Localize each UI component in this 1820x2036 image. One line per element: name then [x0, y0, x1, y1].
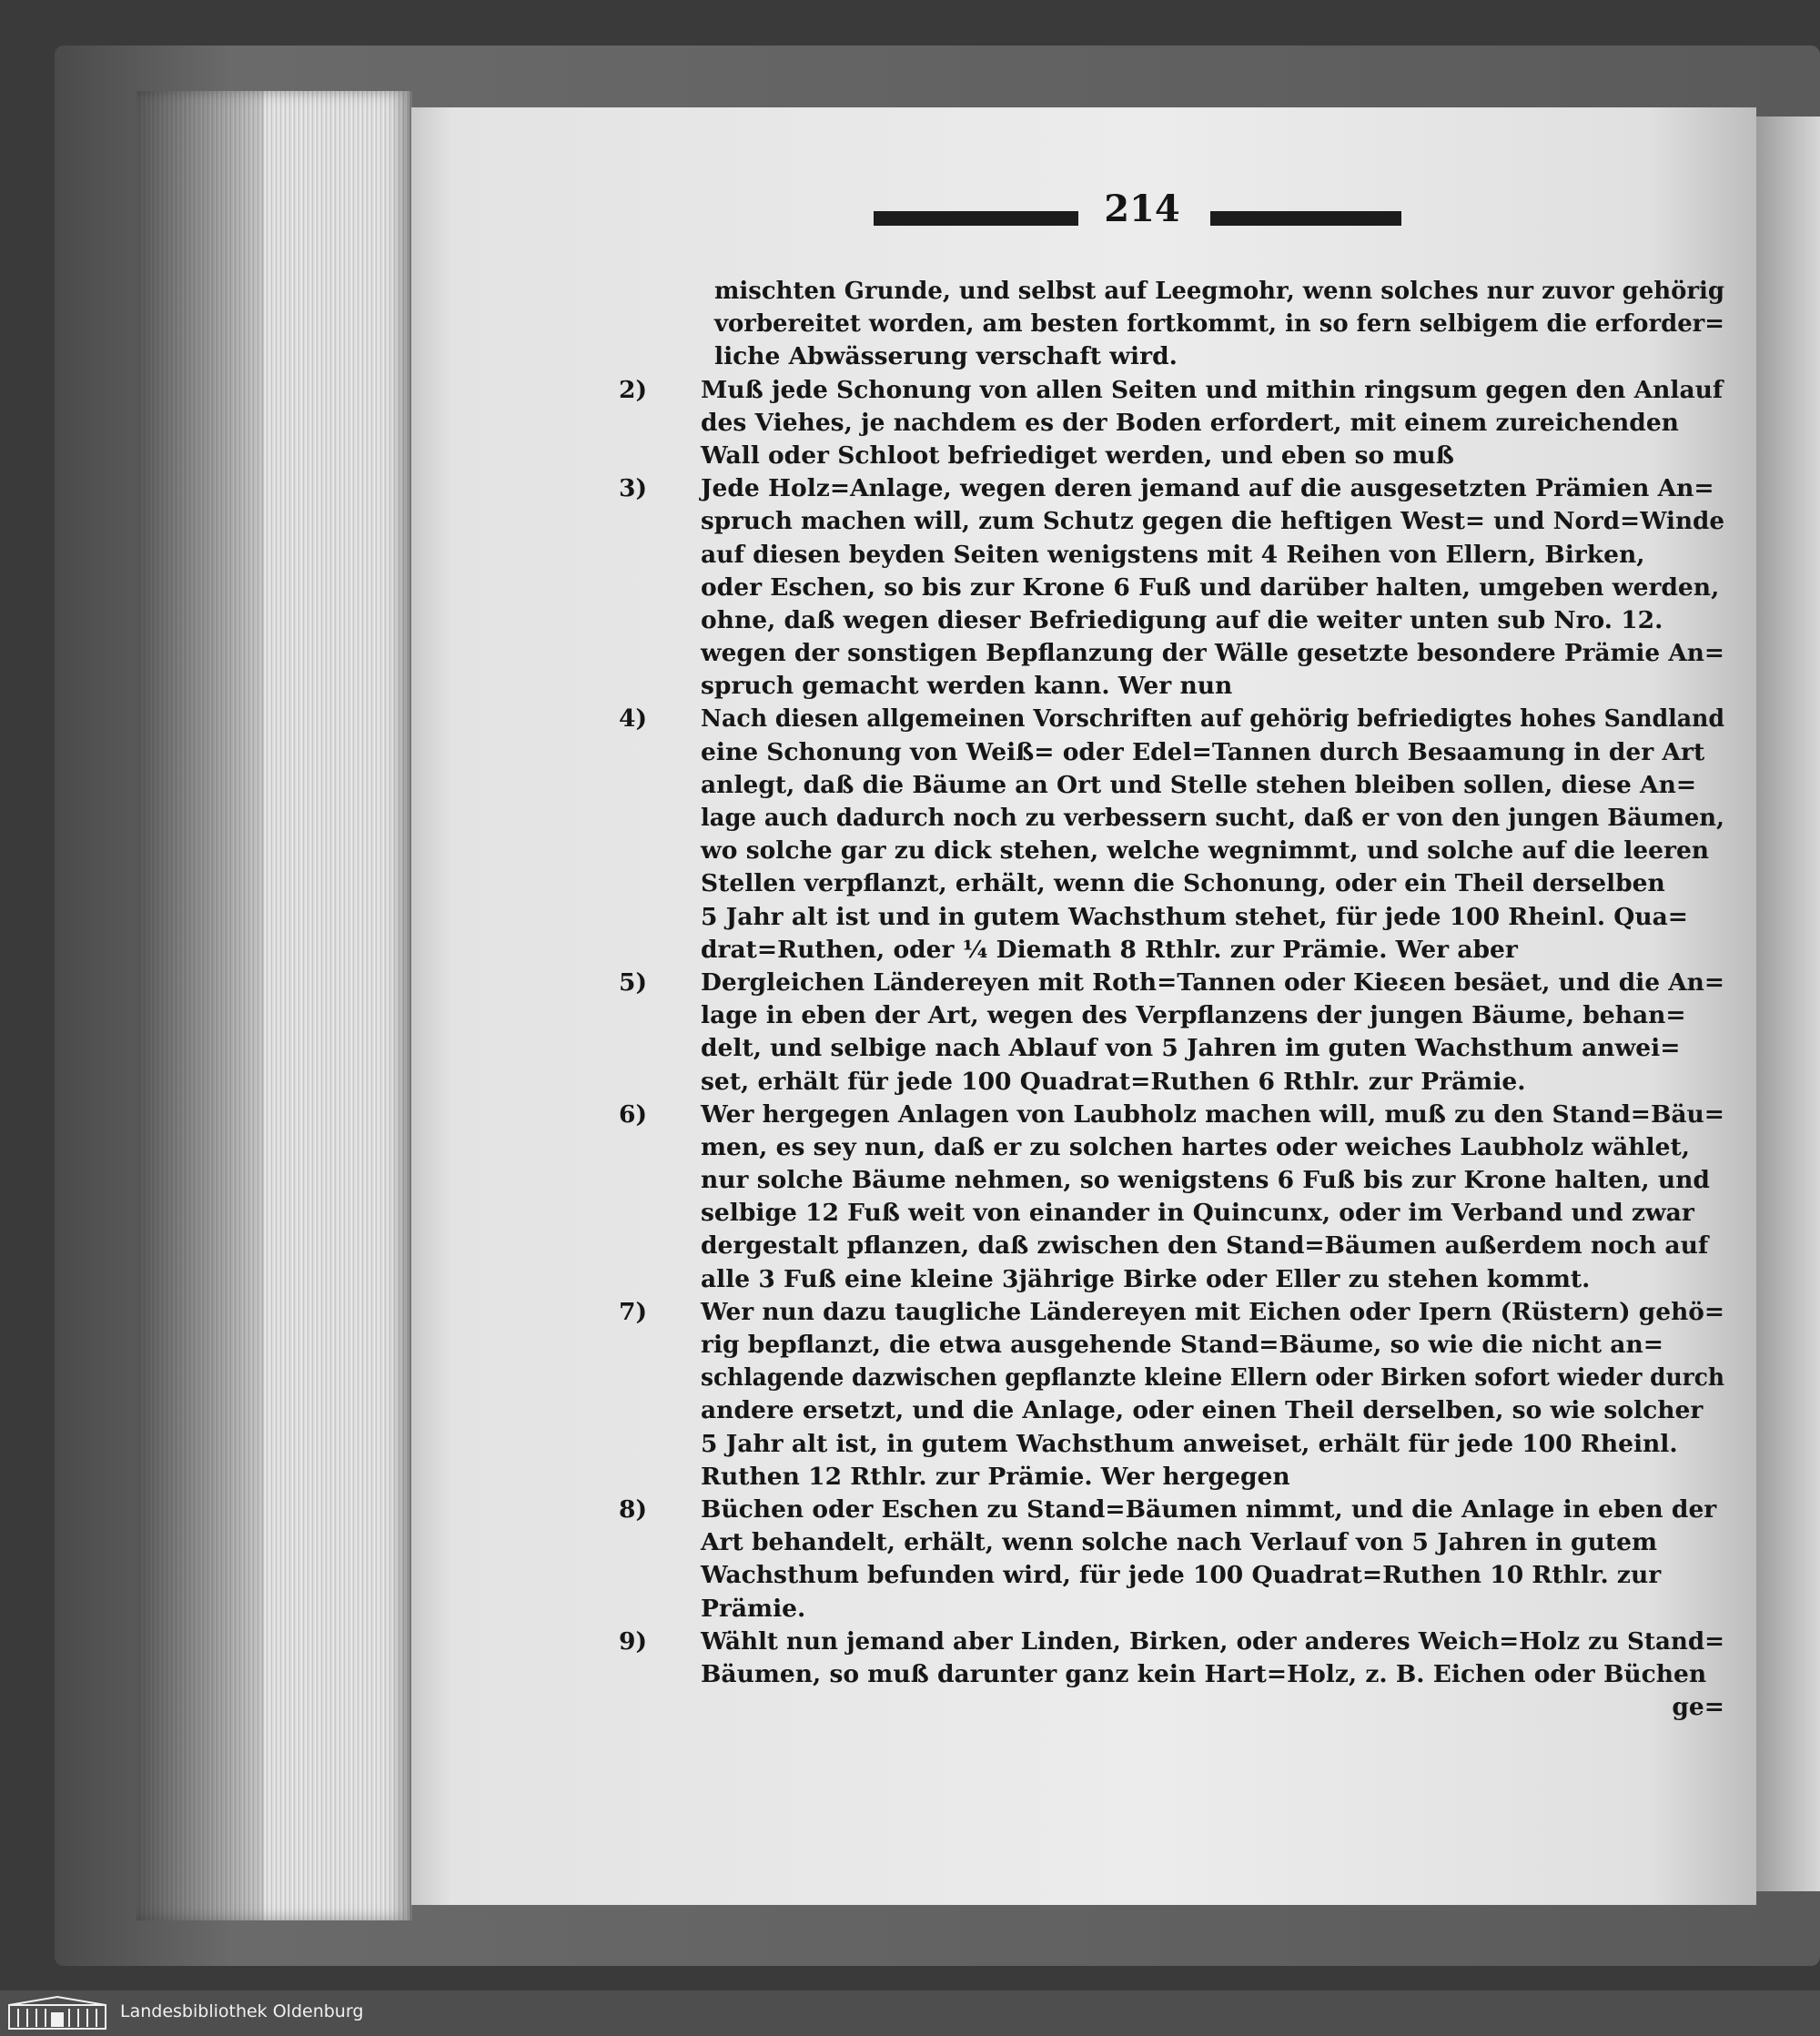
- item-number: 5): [619, 967, 647, 997]
- list-item: [619, 374, 1734, 473]
- text-line: rig bepflanzt, die etwa ausgehende Stand=Bäume, so wie die nicht an=: [701, 1331, 1663, 1359]
- list-item: [619, 1626, 1734, 1691]
- text-line: schlagende dazwischen gepflanzte kleine Ellern oder Birken sofort wieder durch: [701, 1363, 1724, 1393]
- text-line: Stellen verpflanzt, erhält, wenn die Schonung, oder ein Theil derselben: [701, 869, 1665, 898]
- text-line: Muß jede Schonung von allen Seiten und mithin ringsum gegen den Anlauf: [701, 375, 1724, 404]
- text-line: Jede Holz=Anlage, wegen deren jemand auf die ausgesetzten Prämien An=: [701, 474, 1714, 503]
- item-number: 3): [619, 474, 647, 503]
- text-line: selbige 12 Fuß weit von einander in Quincunx, oder im Verband und zwar: [701, 1199, 1694, 1228]
- text-line: 5 Jahr alt ist und in gutem Wachsthum stehet, für jede 100 Rheinl. Qua=: [701, 902, 1689, 931]
- item-number: 4): [619, 704, 647, 734]
- text-line: Wer nun dazu taugliche Ländereyen mit Eichen oder Ipern (Rüstern) gehö=: [701, 1297, 1724, 1326]
- text-line: vorbereitet worden, am besten fortkommt, in so fern selbigem die erforder=: [714, 309, 1724, 339]
- list-item: [619, 1296, 1734, 1494]
- header-rule-left: [874, 211, 1078, 226]
- library-building-icon: [7, 1996, 107, 2031]
- text-line: ohne, daß wegen dieser Befriedigung auf die weiter unten sub Nro. 12.: [701, 605, 1663, 634]
- library-name: Landesbibliothek Oldenburg: [120, 2001, 364, 2021]
- text-line: alle 3 Fuß eine kleine 3jährige Birke oder Eller zu stehen kommt.: [701, 1264, 1591, 1293]
- text-line: Wall oder Schloot befriediget werden, und eben so muß: [701, 441, 1454, 470]
- text-line: lage auch dadurch noch zu verbessern sucht, daß er von den jungen Bäumen,: [701, 804, 1724, 832]
- text-line: delt, und selbige nach Ablauf von 5 Jahren im guten Wachsthum anwei=: [701, 1034, 1681, 1063]
- page-number: 214: [1104, 187, 1180, 230]
- text-line: lage in eben der Art, wegen des Verpflanzens der jungen Bäume, behan=: [701, 1001, 1686, 1030]
- text-line: des Viehes, je nachdem es der Boden erfordert, mit einem zureichenden: [701, 408, 1679, 437]
- numbered-items: [619, 374, 1734, 1692]
- footer-bar: [0, 1990, 1820, 2036]
- page-edges-shadow: [136, 91, 264, 1920]
- page-header: [874, 187, 1438, 238]
- text-line: Wer hergegen Anlagen von Laubholz machen will, muß zu den Stand=Bäu=: [701, 1099, 1724, 1129]
- list-item: [619, 703, 1734, 967]
- facing-page-edge: [1754, 116, 1820, 1891]
- text-line: Ruthen 12 Rthlr. zur Prämie. Wer hergegen: [701, 1462, 1290, 1491]
- text-line: eine Schonung von Weiß= oder Edel=Tannen durch Besaamung in der Art: [701, 737, 1705, 766]
- text-line: spruch machen will, zum Schutz gegen die heftigen West= und Nord=Winde: [701, 507, 1724, 536]
- item-number: 2): [619, 375, 647, 404]
- text-line: set, erhält für jede 100 Quadrat=Ruthen 6 Rthlr. zur Prämie.: [701, 1067, 1526, 1096]
- text-line: anlegt, daß die Bäume an Ort und Stelle stehen bleiben sollen, diese An=: [701, 770, 1697, 799]
- item-number: 9): [619, 1626, 647, 1656]
- text-line: andere ersetzt, und die Anlage, oder einen Theil derselben, so wie solcher: [701, 1396, 1704, 1425]
- text-line: 5 Jahr alt ist, in gutem Wachsthum anweiset, erhält für jede 100 Rheinl.: [701, 1429, 1678, 1458]
- list-item: [619, 1099, 1734, 1296]
- item-number: 8): [619, 1494, 647, 1524]
- text-line: Wachsthum befunden wird, für jede 100 Quadrat=Ruthen 10 Rthlr. zur: [701, 1561, 1662, 1590]
- text-line: Art behandelt, erhält, wenn solche nach Verlauf von 5 Jahren in gutem: [701, 1528, 1657, 1557]
- text-line: Nach diesen allgemeinen Vorschriften auf gehörig befriedigtes hohes Sandland: [701, 704, 1724, 734]
- text-line: wo solche gar zu dick stehen, welche wegnimmt, und solche auf die leeren: [701, 836, 1710, 866]
- text-line: Wählt nun jemand aber Linden, Birken, oder anderes Weich=Holz zu Stand=: [701, 1626, 1724, 1656]
- text-line: Dergleichen Ländereyen mit Roth=Tannen oder Kieɛen besäet, und die An=: [701, 967, 1724, 997]
- list-item: [619, 1494, 1734, 1626]
- list-item: [619, 967, 1734, 1099]
- item-number: 6): [619, 1099, 647, 1129]
- text-line: dergestalt pflanzen, daß zwischen den Stand=Bäumen außerdem noch auf: [701, 1231, 1709, 1261]
- text-line: men, es sey nun, daß er zu solchen hartes oder weiches Laubholz wählet,: [701, 1132, 1690, 1161]
- list-item: [619, 472, 1734, 703]
- catchword: ge=: [1672, 1693, 1724, 1722]
- header-rule-right: [1210, 211, 1401, 226]
- text-line: Prämie.: [701, 1594, 806, 1623]
- text-line: Bäumen, so muß darunter ganz kein Hart=Holz, z. B. Eichen oder Büchen: [701, 1659, 1707, 1688]
- text-line: auf diesen beyden Seiten wenigstens mit 4 Reihen von Ellern, Birken,: [701, 540, 1645, 569]
- text-block: [619, 275, 1734, 1724]
- text-line: oder Eschen, so bis zur Krone 6 Fuß und darüber halten, umgeben werden,: [701, 572, 1720, 602]
- text-line: drat=Ruthen, oder ¼ Diemath 8 Rthlr. zur Prämie. Wer aber: [701, 935, 1518, 964]
- text-line: wegen der sonstigen Bepflanzung der Wälle gesetzte besondere Prämie An=: [701, 639, 1724, 668]
- text-line: mischten Grunde, und selbst auf Leegmohr, wenn solches nur zuvor gehörig: [714, 277, 1724, 305]
- opening-paragraph: [628, 275, 1734, 374]
- item-number: 7): [619, 1297, 647, 1326]
- text-line: spruch gemacht werden kann. Wer nun: [701, 672, 1233, 701]
- text-line: Büchen oder Eschen zu Stand=Bäumen nimmt, und die Anlage in eben der: [701, 1494, 1717, 1524]
- text-line: nur solche Bäume nehmen, so wenigstens 6 Fuß bis zur Krone halten, und: [701, 1166, 1710, 1195]
- text-line: liche Abwässerung verschaft wird.: [714, 342, 1178, 371]
